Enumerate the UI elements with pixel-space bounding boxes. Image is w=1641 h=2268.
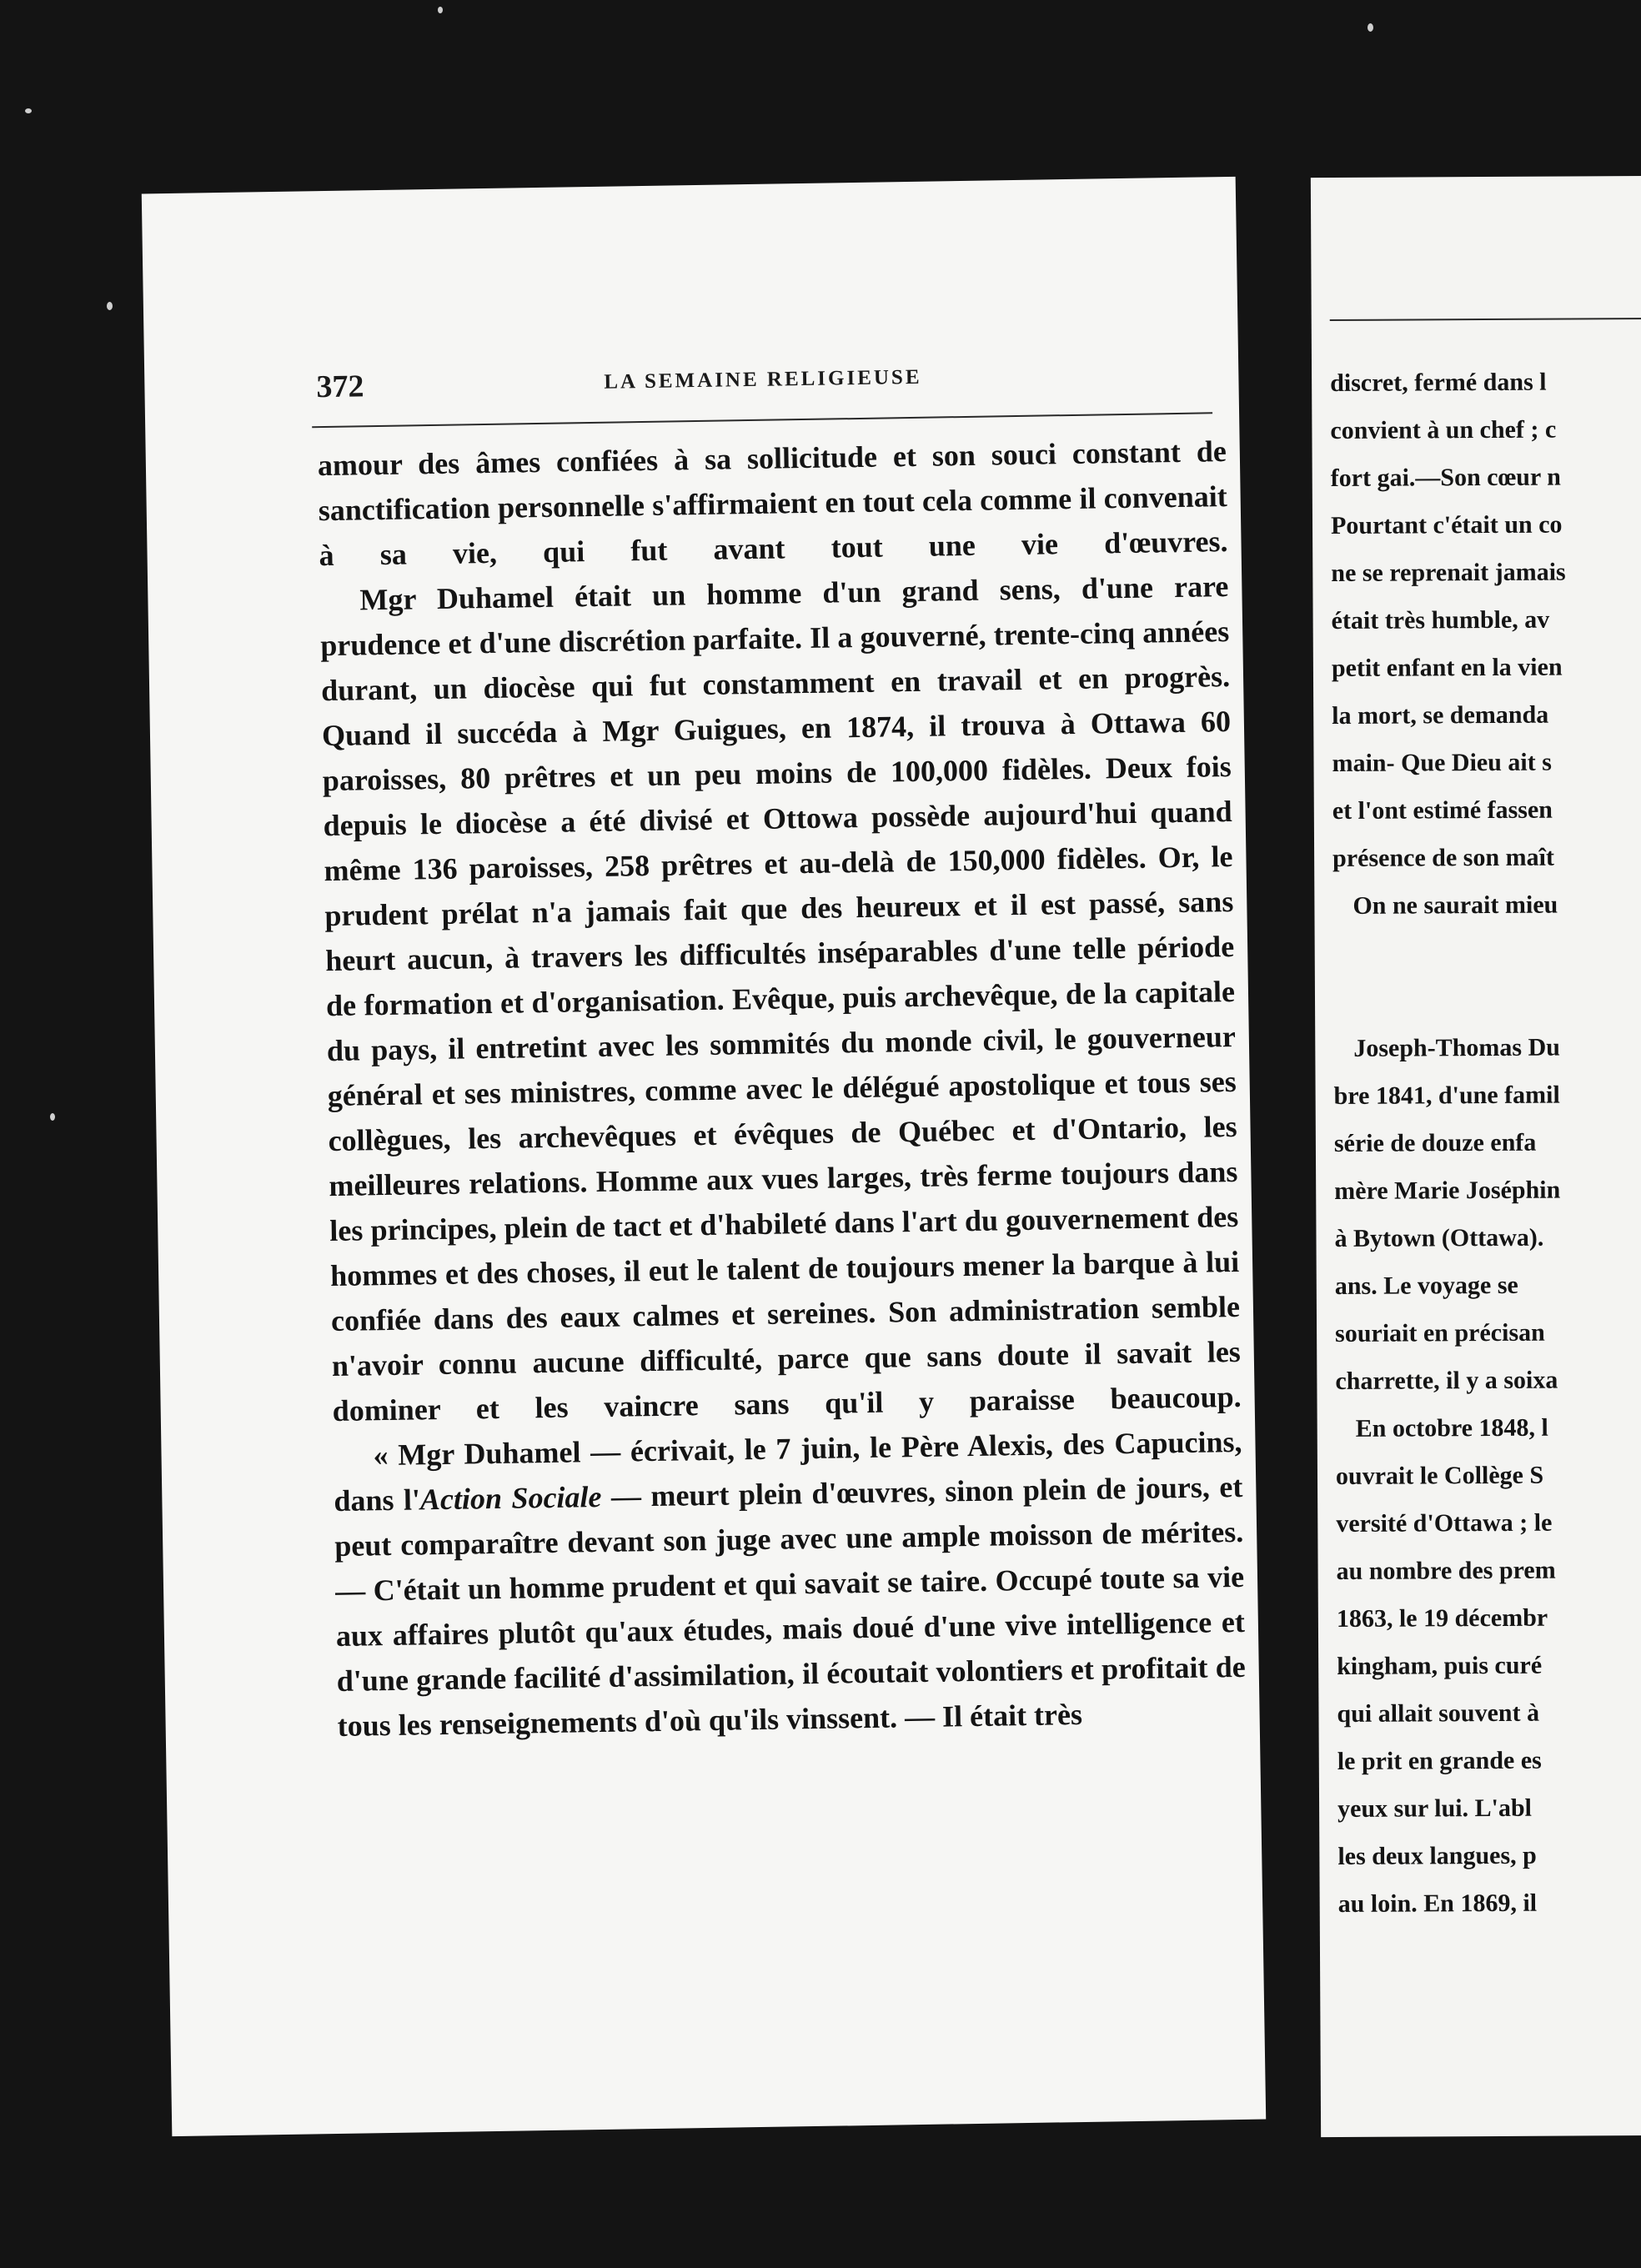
text-line: yeux sur lui. L'abl <box>1337 1794 1533 1823</box>
text-line: et l'ont estimé fassen <box>1332 795 1553 825</box>
text-line: mère Marie Joséphin <box>1334 1176 1561 1205</box>
text-line: à Bytown (Ottawa). <box>1334 1223 1544 1252</box>
text-line: ne se reprenait jamais <box>1331 558 1566 587</box>
text-line: versité d'Ottawa ; le <box>1336 1508 1553 1538</box>
header-rule <box>1330 318 1641 321</box>
text-line: les deux langues, p <box>1337 1841 1537 1870</box>
dust-speck <box>25 108 32 113</box>
text-line: fort gai.—Son cœur n <box>1330 463 1561 492</box>
text-line: ans. Le voyage se <box>1334 1271 1518 1300</box>
dust-speck <box>1368 23 1373 32</box>
text-line: discret, fermé dans l <box>1330 368 1547 397</box>
text-line: ouvrait le Collège S <box>1335 1461 1544 1490</box>
quote-text: — meurt plein d'œuvres, sinon plein de jours, et peut comparaître devant son juge avec une ample moisson de mérites. — C'était un homme prudent et qui savait se taire. Occupé toute sa vie aux affaires plutôt qu'aux études, mais doué d'une vive intelligence et d'une grande facilité d'assimilation, il écoutait volontiers et profitait de tous les renseignements d'où qu'ils vinssent. — Il était très <box>334 1469 1247 1743</box>
page-body <box>318 429 1247 1749</box>
text-line: présence de son maît <box>1332 843 1555 872</box>
text-line: 1863, le 19 décembr <box>1336 1603 1548 1633</box>
text-line: kingham, puis curé <box>1337 1651 1543 1680</box>
page-header <box>316 349 1192 412</box>
section-gap <box>1333 928 1641 1025</box>
publication-title: Action Sociale <box>419 1479 602 1517</box>
paragraph <box>333 1419 1247 1749</box>
quote-text: « Mgr Duhamel — écrivait, le 7 juin, le Père Alexis, des Capucins, dans l' <box>334 1424 1242 1518</box>
text-line: bre 1841, d'une famil <box>1333 1081 1560 1110</box>
text-line: était très humble, av <box>1331 605 1550 635</box>
page-number: 372 <box>316 369 364 405</box>
dust-speck <box>438 7 443 13</box>
header-rule <box>312 412 1212 428</box>
text-line: main- Que Dieu ait s <box>1332 748 1552 777</box>
paragraph: Mgr Duhamel était un homme d'un grand sens, d'une rare prudence et d'une discrétion parfaite. Il a gouverné, trente-cinq années durant, un diocèse qui fut constamment en travail et en progrès. Quand il succéda à Mgr Guigues, en 1874, il trouva à Ottawa 60 paroisses, 80 prêtres et un peu moins de 100,000 fidèles. Deux fois depuis le diocèse a été divisé et Ottowa possède aujourd'hui quand même 136 paroisses, 258 prêtres et au-delà de 150,000 fidèles. Or, le prudent prélat n'a jamais fait que des heureux et il est passé, sans heurt aucun, à travers les difficultés inséparables d'une telle période de formation et d'organisation. Evêque, puis archevêque, de la capitale du pays, il entretint avec les sommités du monde civil, le gouverneur général et ses ministres, comme avec le délégué apostolique et tous ses collègues, les archevêques et évêques de Québec et d'Ontario, les meilleures relations. Homme aux vues larges, très ferme toujours dans les principes, plein de tact et d'habileté dans l'art du gouvernement des hommes et des choses, il eut le talent de toujours mener la barque à lui confiée dans des eaux calmes et sereines. Son administration semble n'avoir connu aucune difficulté, parce que sans doute il savait les dominer et les vaincre sans qu'il y paraisse beaucoup. <box>320 570 1242 1428</box>
paragraph: amour des âmes confiées à sa sollicitude et son souci constant de sanctification personnelle s'affirmaient en tout cela comme il convenait à sa vie, qui fut avant tout une vie d'œuvres. <box>317 434 1228 573</box>
text-line: souriait en précisan <box>1335 1318 1545 1347</box>
text-line: au loin. En 1869, il <box>1337 1889 1538 1918</box>
dust-speck <box>107 302 113 310</box>
text-line: qui allait souvent à <box>1337 1698 1540 1728</box>
left-page <box>142 177 1266 2136</box>
text-line: On ne saurait mieu <box>1352 891 1558 920</box>
text-line: convient à un chef ; c <box>1330 415 1557 444</box>
running-title: LA SEMAINE RELIGIEUSE <box>604 365 922 394</box>
text-line: série de douze enfa <box>1333 1128 1537 1157</box>
dust-speck <box>50 1113 55 1121</box>
text-line: Joseph-Thomas Du <box>1353 1033 1560 1062</box>
text-line: Pourtant c'était un co <box>1330 510 1563 539</box>
text-line: la mort, se demanda <box>1332 700 1549 730</box>
text-line: le prit en grande es <box>1337 1746 1542 1775</box>
right-page <box>1311 176 1641 2137</box>
text-line: En octobre 1848, l <box>1355 1413 1548 1443</box>
text-line: au nombre des prem <box>1336 1556 1556 1585</box>
text-line: petit enfant en la vien <box>1331 653 1563 682</box>
page-body <box>1330 358 1641 1928</box>
text-line: charrette, il y a soixa <box>1335 1366 1558 1395</box>
